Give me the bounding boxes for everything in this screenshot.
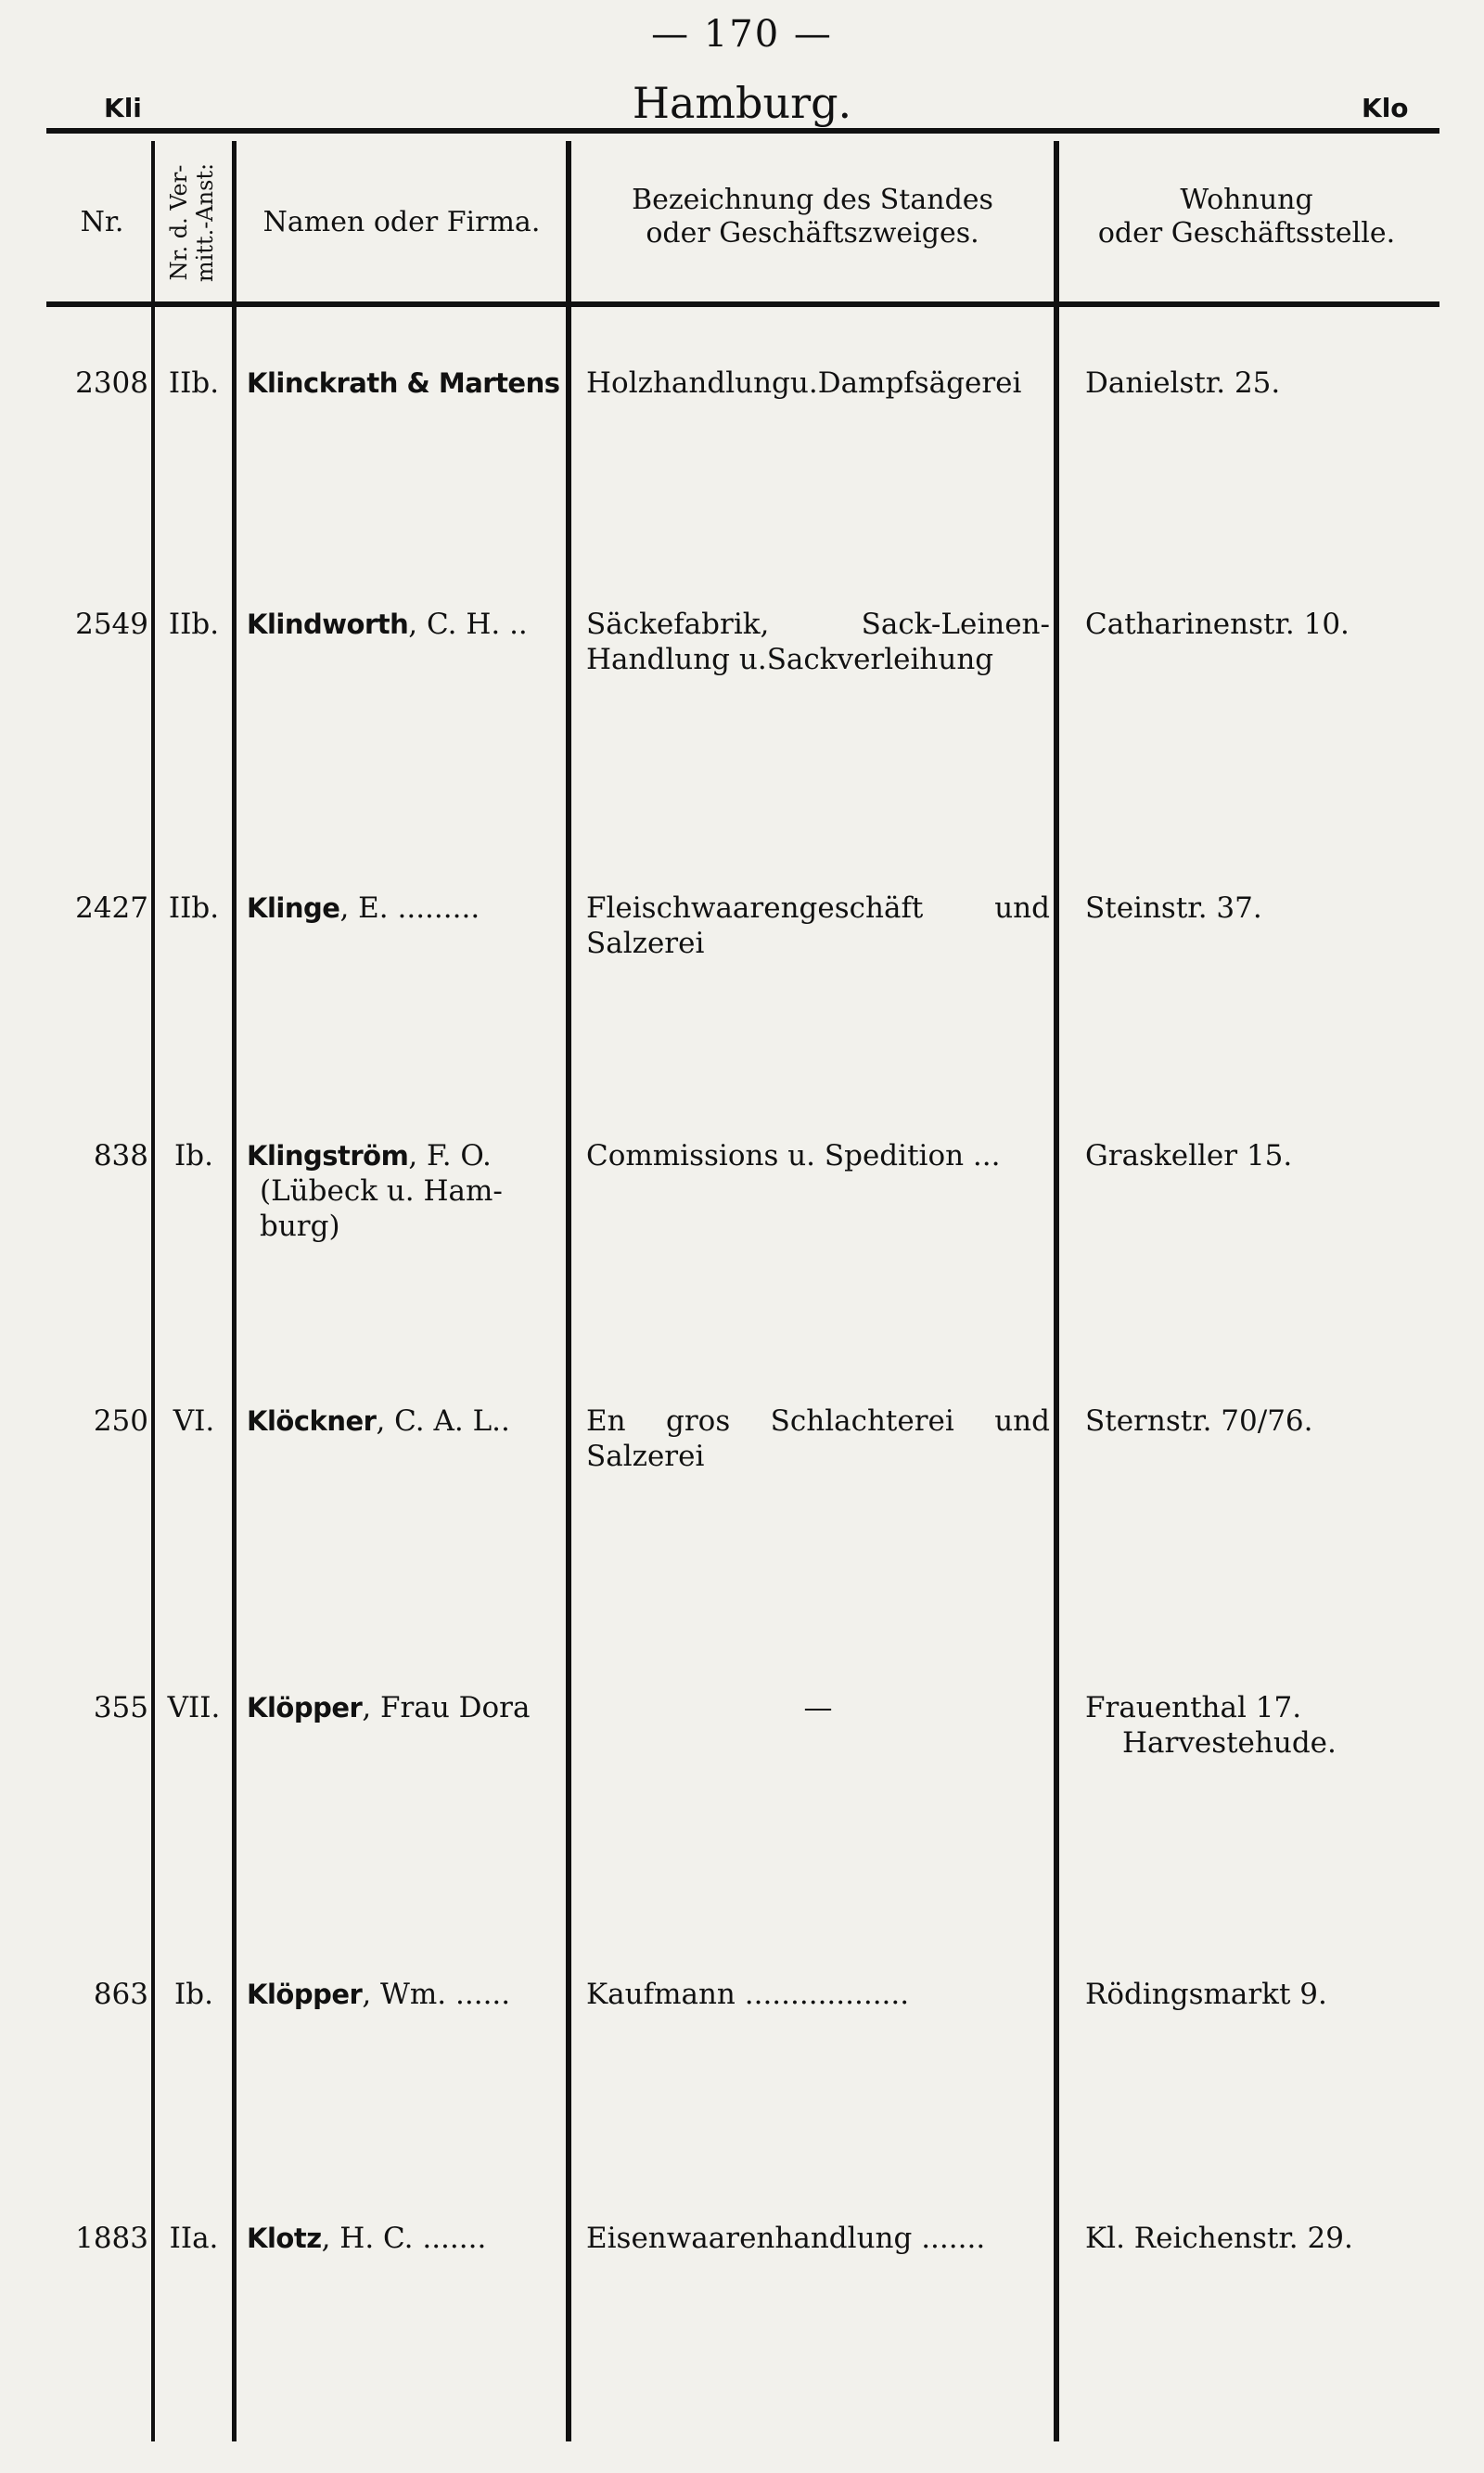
entry-address bbox=[1085, 1690, 1456, 1761]
entry-address-line: Harvestehude. bbox=[1122, 1726, 1337, 1760]
entry-address: Graskeller 15. bbox=[1085, 1139, 1293, 1172]
city-title: Hamburg. bbox=[632, 78, 852, 128]
entry-business: Kaufmann .................. bbox=[586, 1978, 910, 2011]
entry-business: Eisenwaarenhandlung ....... bbox=[586, 2222, 986, 2255]
entry-address: Danielstr. 25. bbox=[1085, 366, 1281, 400]
entry-name bbox=[247, 1138, 566, 1244]
entry-name bbox=[247, 2221, 566, 2256]
column-header-stand-line: oder Geschäftszweiges. bbox=[646, 217, 979, 250]
entry-number: 2427 bbox=[75, 891, 148, 925]
entry-institution: Ib. bbox=[174, 1978, 213, 2011]
entry-number: 2549 bbox=[75, 608, 148, 641]
entry-institution: VI. bbox=[173, 1404, 215, 1438]
entry-institution: IIb. bbox=[168, 608, 220, 641]
entry-name-rest: , F. O. bbox=[408, 1139, 492, 1172]
entry-number: 1883 bbox=[75, 2222, 148, 2255]
entry-institution: IIb. bbox=[168, 891, 220, 925]
entry-name-note: (Lübeck u. Ham-burg) bbox=[260, 1174, 503, 1243]
entry-business: Commissions u. Spedition ... bbox=[586, 1139, 1001, 1172]
column-divider bbox=[232, 141, 237, 2441]
column-header-anst: Nr. d. Ver-mitt.-Anst: bbox=[166, 162, 218, 283]
entry-address: Catharinenstr. 10. bbox=[1085, 608, 1350, 641]
entry-business: En gros Schlachterei und Salzerei bbox=[586, 1404, 1050, 1473]
column-header-stand bbox=[573, 184, 1052, 250]
entry-name bbox=[247, 1977, 566, 2012]
catchword-left: Kli bbox=[104, 93, 142, 123]
entry-address: Steinstr. 37. bbox=[1085, 891, 1262, 925]
entry-number: 863 bbox=[93, 1978, 148, 2011]
entry-institution: Ib. bbox=[174, 1139, 213, 1172]
entry-surname: Klöckner bbox=[247, 1405, 377, 1437]
entry-address: Kl. Reichenstr. 29. bbox=[1085, 2222, 1353, 2255]
entry-name-rest: , E. ......... bbox=[339, 891, 480, 925]
column-divider bbox=[151, 141, 155, 2441]
column-header-firma: Namen oder Firma. bbox=[262, 206, 541, 238]
entry-surname: Klingström bbox=[247, 1140, 409, 1172]
entry-institution: IIa. bbox=[169, 2222, 219, 2255]
entry-address-line: Frauenthal 17. bbox=[1085, 1691, 1302, 1724]
entry-name bbox=[247, 607, 566, 642]
entry-surname: Klindworth bbox=[247, 609, 409, 640]
entry-business: — bbox=[803, 1691, 833, 1724]
top-rule bbox=[46, 128, 1439, 134]
column-divider bbox=[1054, 141, 1059, 2441]
column-header-wohnung-line: Wohnung bbox=[1180, 184, 1313, 216]
entry-name-rest: , C. A. L.. bbox=[376, 1404, 510, 1438]
entry-name-rest: , C. H. .. bbox=[408, 608, 528, 641]
header-rule bbox=[46, 301, 1439, 307]
entry-name bbox=[247, 1403, 566, 1439]
entry-number: 250 bbox=[93, 1404, 148, 1438]
entry-surname: Klotz bbox=[247, 2223, 322, 2254]
entry-name bbox=[247, 365, 566, 401]
entry-address: Rödingsmarkt 9. bbox=[1085, 1978, 1327, 2011]
entry-institution: IIb. bbox=[168, 366, 220, 400]
entry-institution: VII. bbox=[167, 1691, 221, 1724]
column-divider bbox=[566, 141, 571, 2441]
entry-business: Säckefabrik, Sack-Leinen-Handlung u.Sackverleihung bbox=[586, 608, 1050, 676]
entry-surname: Klinge bbox=[247, 892, 340, 924]
column-header-wohnung-line: oder Geschäftsstelle. bbox=[1097, 217, 1396, 250]
entry-number: 838 bbox=[93, 1139, 148, 1172]
catchword-right: Klo bbox=[1362, 93, 1409, 123]
entry-surname: Klöpper bbox=[247, 1979, 363, 2010]
entry-name bbox=[247, 891, 566, 926]
entry-business: Holzhandlungu.Dampfsägerei bbox=[586, 366, 1022, 400]
entry-number: 2308 bbox=[75, 366, 148, 400]
entry-business: Fleischwaarengeschäft und Salzerei bbox=[586, 891, 1050, 960]
entry-name-rest: , H. C. ....... bbox=[321, 2222, 487, 2255]
column-header-wohnung bbox=[1061, 184, 1432, 250]
column-header-stand-line: Bezeichnung des Standes bbox=[632, 184, 993, 216]
entry-address: Sternstr. 70/76. bbox=[1085, 1404, 1313, 1438]
entry-name-rest: , Frau Dora bbox=[362, 1691, 531, 1724]
column-header-nr: Nr. bbox=[80, 206, 124, 238]
entry-name bbox=[247, 1690, 566, 1725]
entry-surname: Klinckrath & Martens bbox=[247, 367, 560, 399]
page-number: — 170 — bbox=[651, 13, 833, 56]
entry-surname: Klöpper bbox=[247, 1692, 363, 1723]
entry-number: 355 bbox=[93, 1691, 148, 1724]
entry-name-rest: , Wm. ...... bbox=[362, 1978, 511, 2011]
